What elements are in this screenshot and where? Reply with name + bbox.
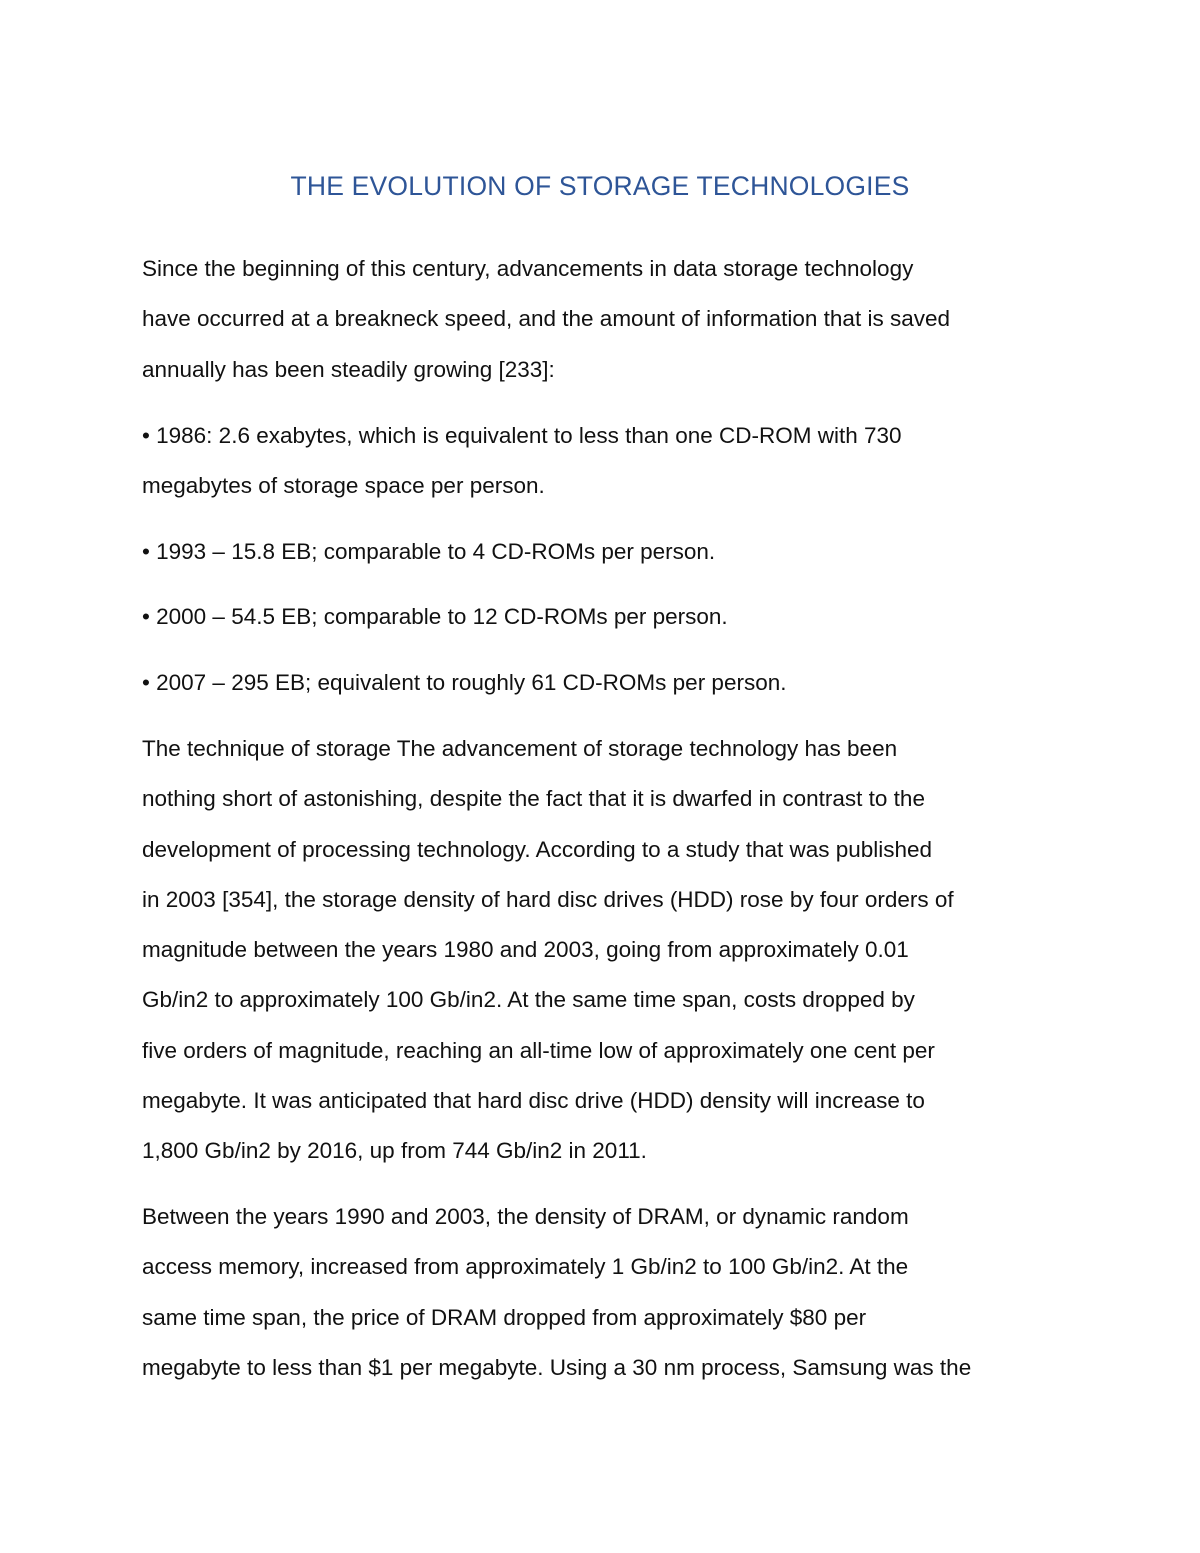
paragraph-dram	[142, 1192, 1062, 1393]
paragraph-line: • 1993 – 15.8 EB; comparable to 4 CD-ROMs per person.	[142, 539, 716, 564]
document-title: THE EVOLUTION OF STORAGE TECHNOLOGIES	[290, 171, 910, 201]
paragraph-line: • 1986: 2.6 exabytes, which is equivalent to less than one CD-ROM with 730	[142, 423, 902, 448]
paragraph-line: magnitude between the years 1980 and 2003, going from approximately 0.01	[142, 937, 909, 963]
paragraph-line: • 2007 – 295 EB; equivalent to roughly 61 CD-ROMs per person.	[142, 670, 787, 695]
paragraph-line: megabytes of storage space per person.	[142, 473, 545, 499]
paragraph-line: have occurred at a breakneck speed, and the amount of information that is saved	[142, 306, 950, 332]
paragraph-line: development of processing technology. According to a study that was published	[142, 836, 933, 862]
paragraph-line: Since the beginning of this century, advancements in data storage technology	[142, 256, 914, 281]
paragraph-line: in 2003 [354], the storage density of hard disc drives (HDD) rose by four orders of	[142, 886, 954, 912]
paragraph-line: 1,800 Gb/in2 by 2016, up from 744 Gb/in2 in 2011.	[142, 1138, 647, 1164]
paragraph-line: Gb/in2 to approximately 100 Gb/in2. At the same time span, costs dropped by	[142, 987, 915, 1013]
paragraph-line: Between the years 1990 and 2003, the density of DRAM, or dynamic random	[142, 1204, 909, 1229]
paragraph-line: five orders of magnitude, reaching an all-time low of approximately one cent per	[142, 1037, 935, 1063]
paragraph-line: megabyte to less than $1 per megabyte. Using a 30 nm process, Samsung was the	[142, 1354, 972, 1380]
bullet-item-1986	[142, 411, 1062, 512]
paragraph-line: annually has been steadily growing [233]:	[142, 356, 555, 382]
bullet-item-2000	[142, 592, 1062, 642]
paragraph-line: The technique of storage The advancement of storage technology has been	[142, 736, 898, 761]
paragraph-line: access memory, increased from approximately 1 Gb/in2 to 100 Gb/in2. At the	[142, 1254, 909, 1280]
bullet-item-2007	[142, 658, 1062, 708]
paragraph-line: • 2000 – 54.5 EB; comparable to 12 CD-ROMs per person.	[142, 604, 728, 629]
bullet-item-1993	[142, 527, 1062, 577]
paragraph-line: megabyte. It was anticipated that hard disc drive (HDD) density will increase to	[142, 1088, 925, 1114]
paragraph-intro	[142, 244, 1062, 395]
paragraph-storage-technique	[142, 724, 1062, 1177]
paragraph-line: same time span, the price of DRAM dropped from approximately $80 per	[142, 1304, 867, 1330]
paragraph-line: nothing short of astonishing, despite the fact that it is dwarfed in contrast to the	[142, 786, 925, 812]
